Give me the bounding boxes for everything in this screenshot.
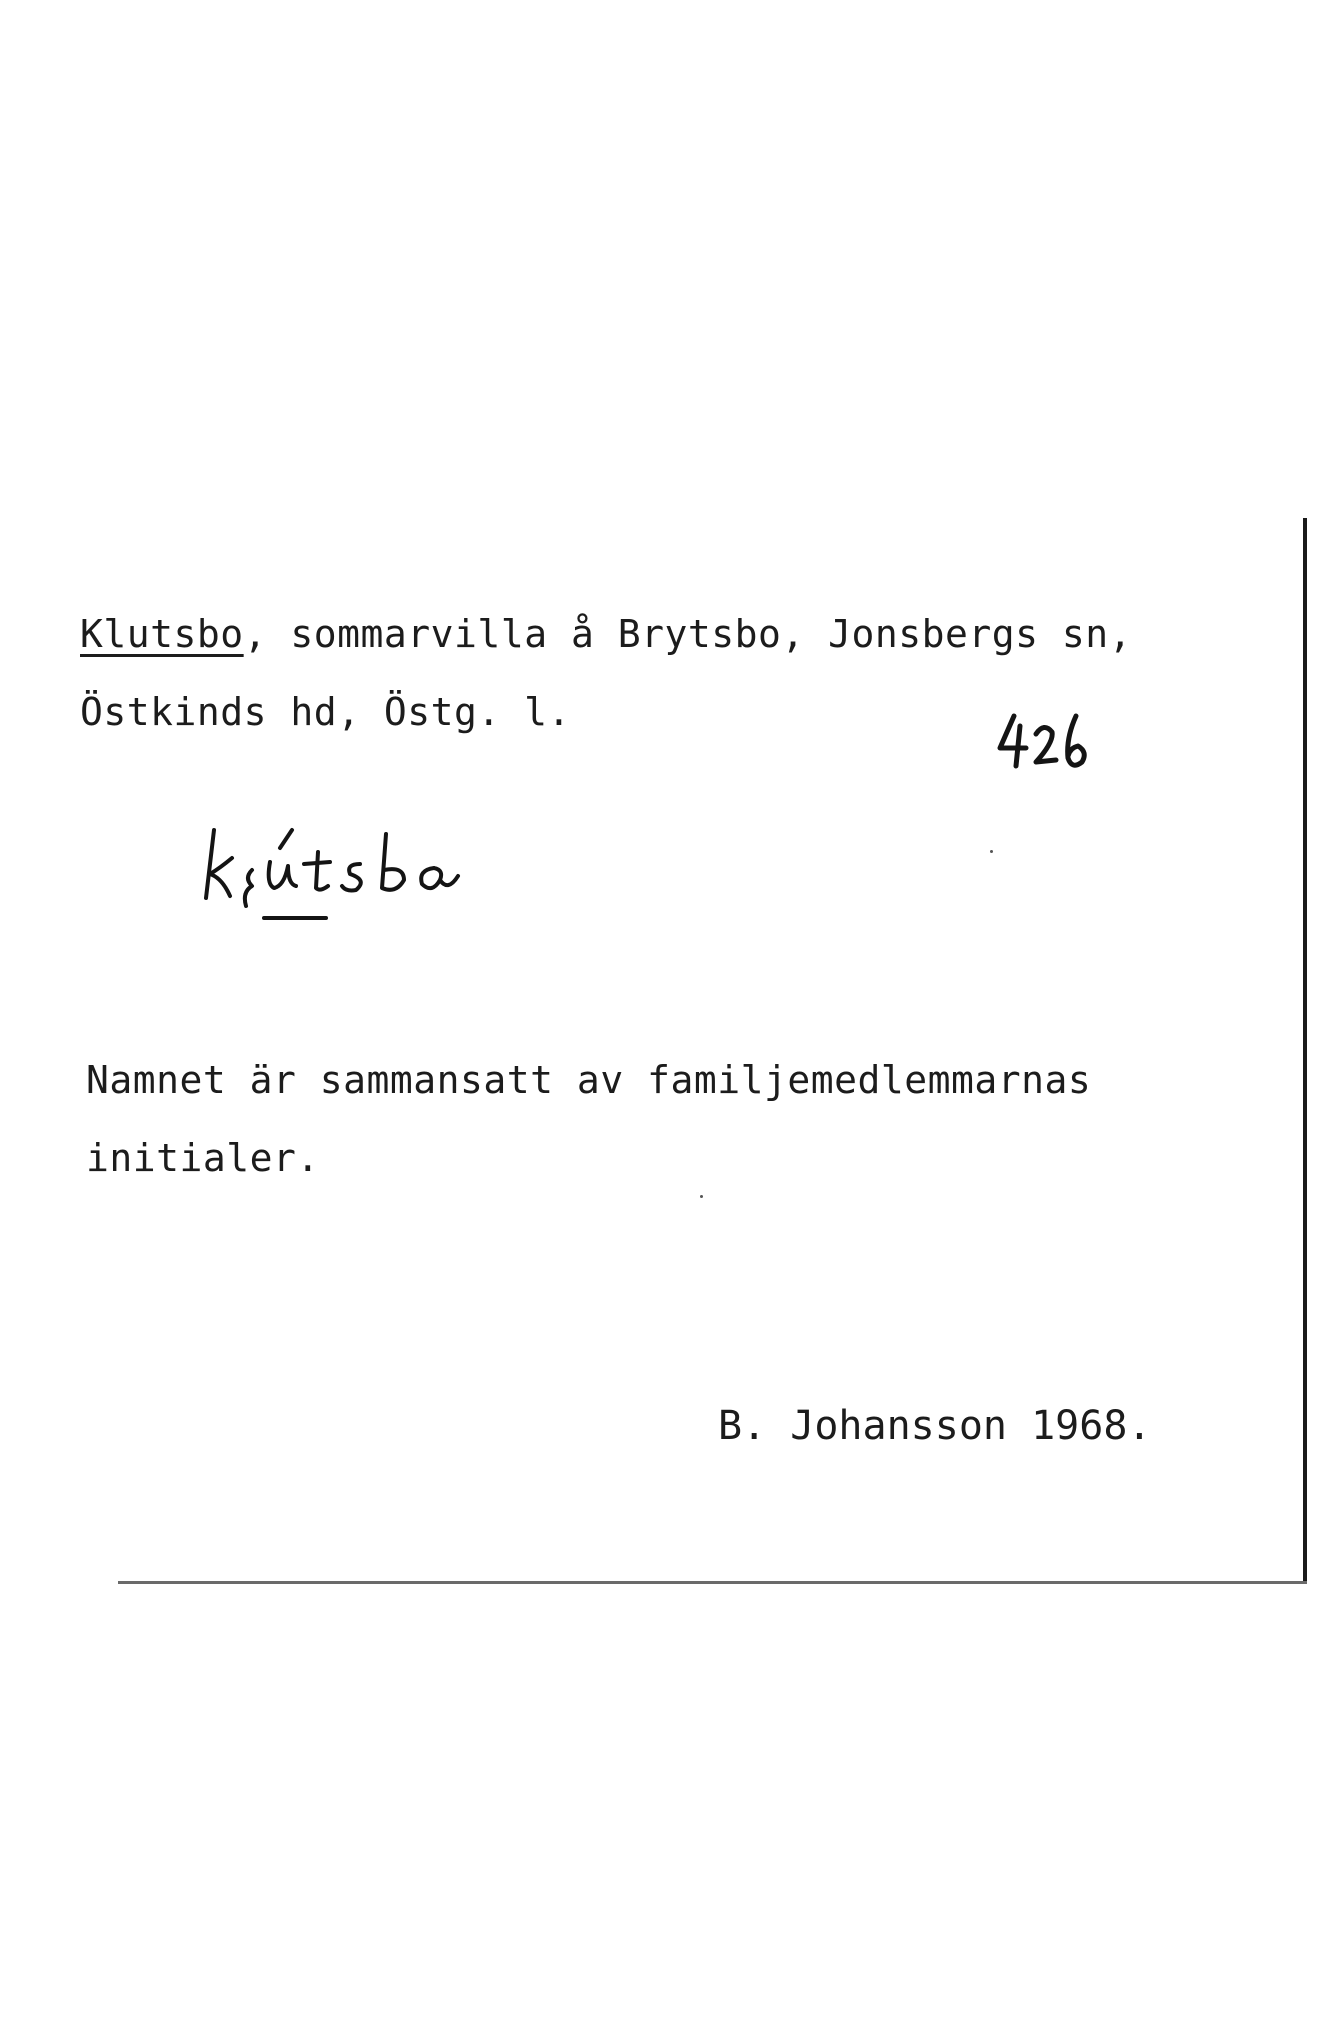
card-border-bottom [118,1581,1307,1584]
entry-line-1 [80,612,1132,656]
speck [990,850,993,853]
speck [700,1195,703,1198]
signature: B. Johansson 1968. [718,1403,1152,1449]
entry-line-1-text: , sommarvilla å Brytsbo, Jonsbergs sn, [243,612,1133,656]
note-line-2: initialer. [86,1136,320,1180]
card-border-right [1303,518,1307,1584]
note-line-1: Namnet är sammansatt av familjemedlemmarnas [86,1058,1092,1102]
handwritten-number [992,708,1112,778]
entry-line-2: Östkinds hd, Östg. l. [80,690,571,734]
headword: Klutsbo [80,612,244,656]
handwritten-pronunciation [200,820,530,930]
